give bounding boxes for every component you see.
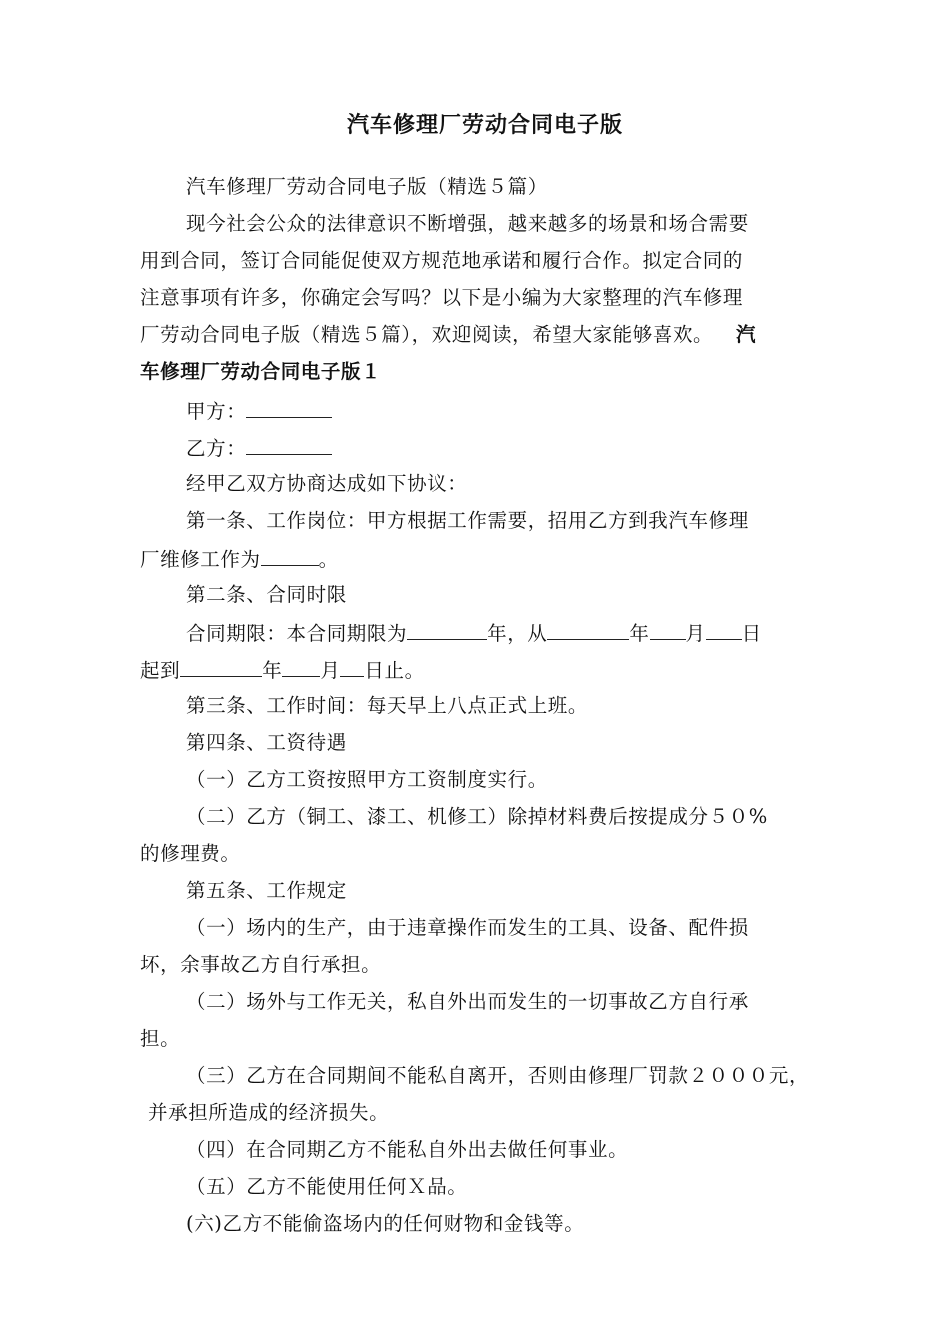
article-5-item-2-line-2: 担。 — [140, 1027, 181, 1050]
article-2-text-a: 合同期限：本合同期限为 — [186, 622, 408, 645]
party-b-line — [186, 434, 332, 462]
intro-line-2: 用到合同，签订合同能促使双方规范地承诺和履行合作。拟定合同的 — [140, 249, 744, 272]
article-2-text-e: 日 — [741, 622, 762, 645]
article-5-item-5: （五）乙方不能使用任何Ｘ品。 — [186, 1175, 468, 1198]
article-4-heading: 第四条、工资待遇 — [186, 731, 347, 754]
article-5-item-1-line-2: 坏，余事故乙方自行承担。 — [140, 953, 382, 976]
article-5-item-1-line-1: （一）场内的生产，由于违章操作而发生的工具、设备、配件损 — [186, 916, 749, 939]
article-5-heading: 第五条、工作规定 — [186, 879, 347, 902]
article-2-text-g: 年 — [262, 659, 283, 682]
article-2-text-f: 起到 — [140, 659, 181, 682]
agreement-line: 经甲乙双方协商达成如下协议： — [186, 472, 468, 495]
article-5-item-4: （四）在合同期乙方不能私自外出去做任何事业。 — [186, 1138, 629, 1161]
article-2-text-b: 年，从 — [487, 622, 548, 645]
section-1-heading-start: 汽 — [735, 323, 757, 346]
article-4-item-2-line-1: （二）乙方（铜工、漆工、机修工）除掉材料费后按提成分５０% — [186, 805, 768, 828]
article-2-text-c: 年 — [629, 622, 650, 645]
party-a-label: 甲方： — [186, 400, 247, 423]
party-a-blank — [246, 397, 332, 418]
article-5-item-3-line-2: 并承担所造成的经济损失。 — [148, 1101, 390, 1124]
article-2-line-1 — [186, 619, 762, 647]
article-2-blank-end-year — [180, 656, 262, 677]
intro-line-3: 注意事项有许多，你确定会写吗？以下是小编为大家整理的汽车修理 — [140, 286, 744, 309]
article-2-blank-start-day — [706, 619, 742, 640]
article-2-text-h: 月 — [320, 659, 341, 682]
article-1-line-2 — [140, 545, 339, 573]
article-5-item-2-line-1: （二）场外与工作无关，私自外出而发生的一切事故乙方自行承 — [186, 990, 749, 1013]
article-2-line-2 — [140, 656, 425, 684]
article-1-line-1: 第一条、工作岗位：甲方根据工作需要，招用乙方到我汽车修理 — [186, 509, 749, 532]
article-1-text: 厂维修工作为 — [140, 548, 261, 571]
article-4-item-2-line-2: 的修理费。 — [140, 842, 241, 865]
article-2-text-d: 月 — [685, 622, 706, 645]
intro-line-4-text: 厂劳动合同电子版（精选５篇），欢迎阅读，希望大家能够喜欢。 — [140, 323, 714, 346]
article-5-item-3-line-1: （三）乙方在合同期间不能私自离开，否则由修理厂罚款２０００元， — [186, 1064, 810, 1087]
article-2-blank-end-month — [282, 656, 320, 677]
article-1-end: 。 — [318, 548, 339, 571]
article-2-blank-start-month — [650, 619, 686, 640]
intro-line-4 — [140, 322, 756, 348]
party-b-label: 乙方： — [186, 437, 247, 460]
article-1-blank — [261, 545, 319, 566]
article-2-blank-end-day — [340, 656, 364, 677]
section-1-heading: 车修理厂劳动合同电子版１ — [140, 360, 382, 383]
article-2-heading: 第二条、合同时限 — [186, 583, 347, 606]
party-a-line — [186, 397, 332, 425]
party-b-blank — [246, 434, 332, 455]
article-2-blank-start-year — [547, 619, 629, 640]
document-title: 汽车修理厂劳动合同电子版 — [346, 112, 623, 138]
document-subtitle: 汽车修理厂劳动合同电子版（精选５篇） — [186, 175, 548, 198]
article-3-line: 第三条、工作时间：每天早上八点正式上班。 — [186, 694, 589, 717]
article-2-blank-years — [407, 619, 487, 640]
article-4-item-1: （一）乙方工资按照甲方工资制度实行。 — [186, 768, 548, 791]
article-2-text-i: 日止。 — [364, 659, 425, 682]
article-5-item-6: (六)乙方不能偷盗场内的任何财物和金钱等。 — [186, 1212, 585, 1235]
intro-line-1: 现今社会公众的法律意识不断增强，越来越多的场景和场合需要 — [186, 212, 749, 235]
